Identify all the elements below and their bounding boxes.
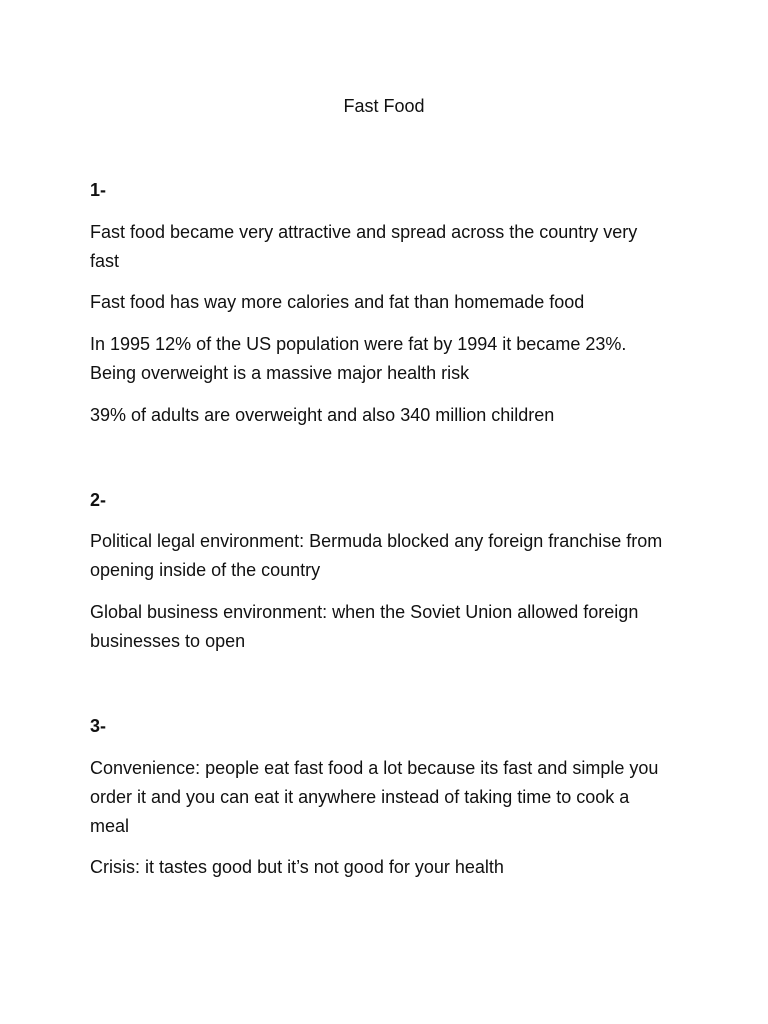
section-1-paragraph-2: Fast food has way more calories and fat than homemade food [90, 292, 585, 312]
section-1-heading: 1- [90, 180, 107, 200]
section-3-paragraph-2: Crisis: it tastes good but it’s not good for your health [90, 857, 504, 877]
section-1-paragraph-3: In 1995 12% of the US population were fat by 1994 it became 23%. Being overweight is a massive major health risk [90, 334, 627, 383]
section-2-paragraph-1: Political legal environment: Bermuda blocked any foreign franchise from opening inside of the country [90, 531, 663, 580]
section-3-paragraph-1: Convenience: people eat fast food a lot because its fast and simple you order it and you can eat it anywhere instead of taking time to cook a meal [90, 758, 659, 836]
section-3-heading: 3- [90, 716, 107, 736]
section-1-paragraph-4: 39% of adults are overweight and also 340 million children [90, 405, 555, 425]
document-title: Fast Food [343, 96, 425, 116]
section-2-heading: 2- [90, 490, 107, 510]
section-2-paragraph-2: Global business environment: when the Soviet Union allowed foreign businesses to open [90, 602, 639, 651]
section-1-paragraph-1: Fast food became very attractive and spread across the country very fast [90, 222, 638, 271]
